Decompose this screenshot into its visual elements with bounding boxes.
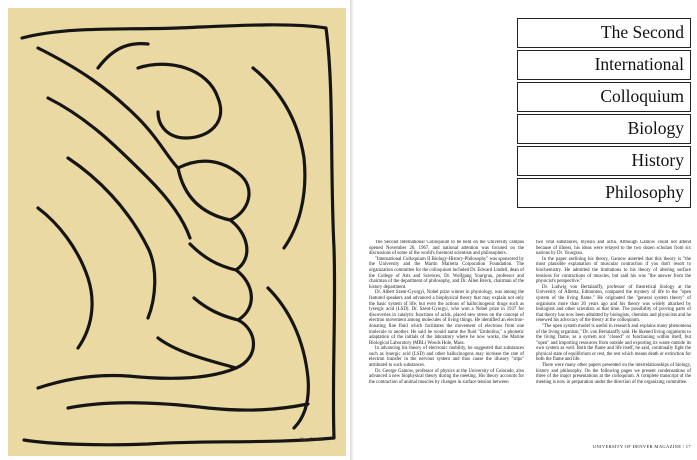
title-line-2: International xyxy=(517,50,691,80)
hand-drawing-svg xyxy=(8,8,346,456)
paragraph: In advancing his theory of electronic mobility, he suggested that substances such as lysergic acid (LSD) and other hallucinogens may increase the rate of electron transfer in the nervous system and thus cause the illusory "trips" attributed to such substances. xyxy=(369,346,524,369)
title-stack xyxy=(517,18,691,210)
paragraph: "The open system model is useful in research and explains many phenomena of the living organism," Dr. von Bertalanffy said. He likened living organisms to the living flame, as a system not "closed" or functioning within itself, but "open" and importing resources from outside and exporting its waste outside its own system as well. Both the flame and life itself, he said, continually fight the physical state of equilibrium or rest, the rest which means death or extinction for both the flame and life. xyxy=(536,323,691,363)
paragraph: two vital substances, myosin and actin. Although Gamow could not attend because of illness, his ideas were relayed to the two dozen scholars from six nations by Dr. Yourgrau. xyxy=(536,240,691,257)
title-line-1: The Second xyxy=(517,18,691,48)
artist-signature: Yan Glinert xyxy=(300,438,324,443)
paragraph: Dr. Ludwig von Bertalanffy, professor of theoretical biology at the University of Alberta, Edmonton, compared the mystery of life to the "open system of the living flame." He originated the "general system theory" of organisms more than 20 years ago and his theory was widely attacked by biologists and other scientists at that time. The possibility of proving parts of that theory has now been admitted by biologists, chemists and physicists and he renewed his advocacy of the theory at the colloquium. xyxy=(536,284,691,324)
title-line-4: Biology xyxy=(517,114,691,144)
title-line-5: History xyxy=(517,146,691,176)
hand-illustration xyxy=(8,8,346,456)
paragraph: There were many other papers presented on the interrelationships of biology, history and philosophy. On the following pages we present condensations of three of the major presentations at the colloquium. A complete transcript of the meeting is now in preparation under the direction of the organizing committee. xyxy=(536,363,691,385)
paragraph: The Second International Colloquium to be held on the University campus opened November 26, 1967, and national attention was focused on the discussions of some of the world's foremost scientists and philosophers. xyxy=(369,240,524,257)
article-column-right xyxy=(536,240,691,438)
paragraph: "International Colloquium II Biology-History-Philosophy" was sponsored by the University and the Martin Marietta Corporation Foundation. The organization committee for the colloquium included Dr. Edward Lindell, dean of the College of Arts and Sciences, Dr. Wolfgang Yourgrau, professor and chairman of the department of philosophy, and Dr. Allen Breck, chairman of the history department. xyxy=(369,256,524,290)
article-body xyxy=(369,240,691,438)
page-folio: UNIVERSITY OF DENVER MAGAZINE / 17 xyxy=(592,444,691,449)
title-line-6: Philosophy xyxy=(517,178,691,208)
article-column-left xyxy=(369,240,524,438)
paragraph: In the paper outlining his theory, Gamow asserted that this theory is "the most plausible explanation of muscular contraction if you don't resort to biochemistry. He admitted the limitations to his theory of altering surface tensions for contractions of muscles, but said his was "the answer from the physicist's perspective." xyxy=(536,256,691,285)
title-line-3: Colloquium xyxy=(517,82,691,112)
paragraph: Dr. Albert Szent-Gyorgyi, Nobel prize winner in physiology, was among the featured speakers and advanced a biophysical theory that may explain not only the basic system of life, but even the actions of hallucinogenic drugs such as lysergic acid (LSD). Dr. Szent-Gyorgyi, who won a Nobel prize in 1937 for discoveries in catalytic functions of acids, placed new stress on the concept of electron movement among molecules of living things. He identified an electron-donating fine fluid which facilitates the movement of electrons from one molecule to another. He said he would name the fluid "Embolina," a phonetic adaptation of the initials of the laboratory where he now works, the Marine Biological Laboratory (MBL) Woods Hole, Mass. xyxy=(369,290,524,346)
paragraph: Dr. George Gamow, professor of physics at the University of Colorado, also advanced a new biophysical theory during the meeting. His theory accounts for the contraction of animal muscles by changes in surface tension between xyxy=(369,368,524,385)
right-page xyxy=(354,0,697,460)
